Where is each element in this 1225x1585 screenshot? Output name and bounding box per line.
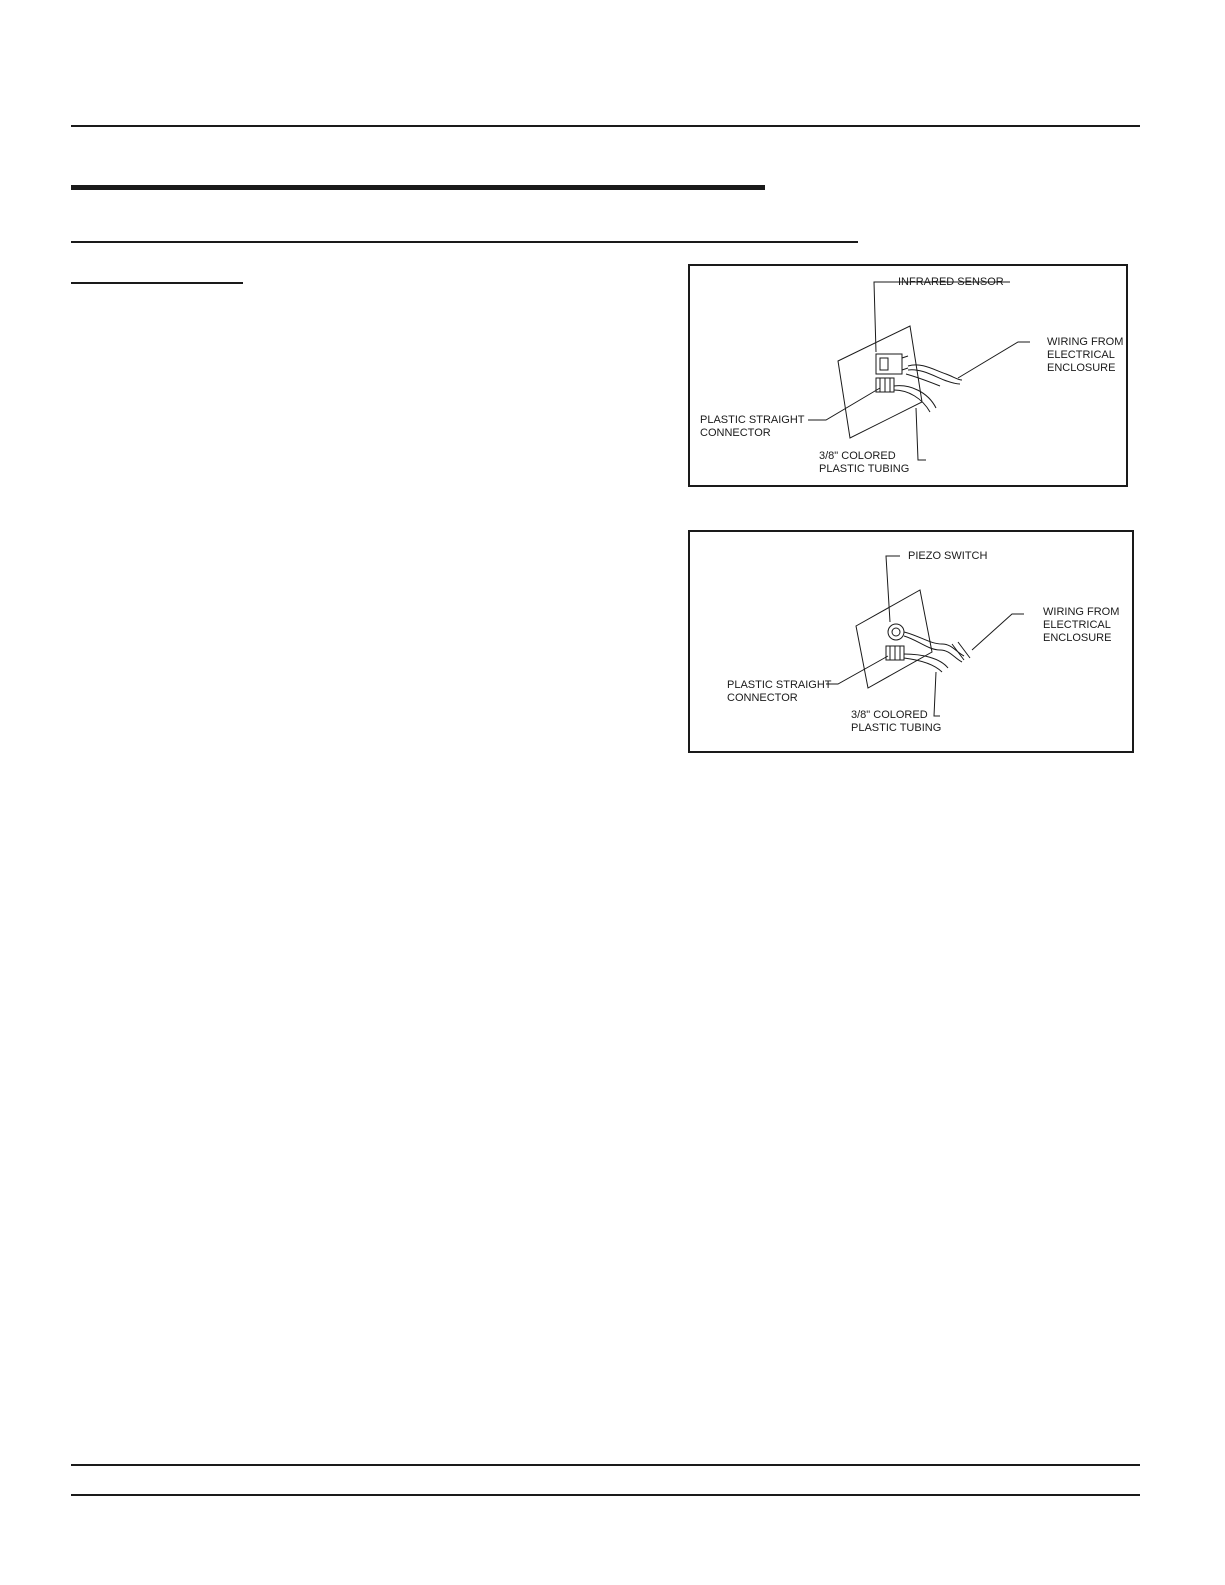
tubing-label-line1: 3/8" COLORED [819, 450, 896, 462]
wiring-leader [972, 614, 1024, 650]
piezo-switch-diagram [690, 532, 1136, 755]
infrared-sensor-diagram [690, 266, 1130, 489]
tubing-label-line1: 3/8" COLORED [851, 709, 928, 721]
wiring-leader [958, 342, 1030, 378]
tubing-label-line2: PLASTIC TUBING [819, 463, 910, 475]
piezo-switch-figure [688, 530, 1134, 753]
wiring-label-line2: ELECTRICAL [1043, 619, 1111, 631]
connector-label-line2: CONNECTOR [727, 692, 798, 704]
piezo-switch-body [888, 624, 904, 640]
wiring-label-line1: WIRING FROM [1047, 336, 1124, 348]
subsection-rule [71, 241, 858, 243]
footer-rule-bottom [71, 1494, 1140, 1496]
infrared-sensor-figure [688, 264, 1128, 487]
connector-label-line1: PLASTIC STRAIGHT [727, 679, 832, 691]
footer-rule-top [71, 1464, 1140, 1466]
wiring-label-line3: ENCLOSURE [1047, 362, 1116, 374]
tubing-label-line2: PLASTIC TUBING [851, 722, 942, 734]
tubing-leader [934, 672, 940, 716]
header-rule [71, 125, 1140, 127]
connector-label-line1: PLASTIC STRAIGHT [700, 414, 805, 426]
subheading-underline [71, 282, 243, 284]
switch-leader [886, 556, 900, 622]
wiring-label-line2: ELECTRICAL [1047, 349, 1115, 361]
connector-leader [826, 656, 888, 684]
mounting-panel [856, 590, 932, 688]
connector-label-line2: CONNECTOR [700, 427, 771, 439]
wiring-label-line3: ENCLOSURE [1043, 632, 1112, 644]
connector-leader [808, 388, 880, 420]
section-title-bar [71, 185, 765, 190]
sensor-label: INFRARED SENSOR [898, 276, 1004, 288]
switch-label: PIEZO SWITCH [908, 550, 988, 562]
sensor-leader [874, 282, 1010, 352]
wiring-label-line1: WIRING FROM [1043, 606, 1120, 618]
tubing-leader [916, 408, 926, 460]
